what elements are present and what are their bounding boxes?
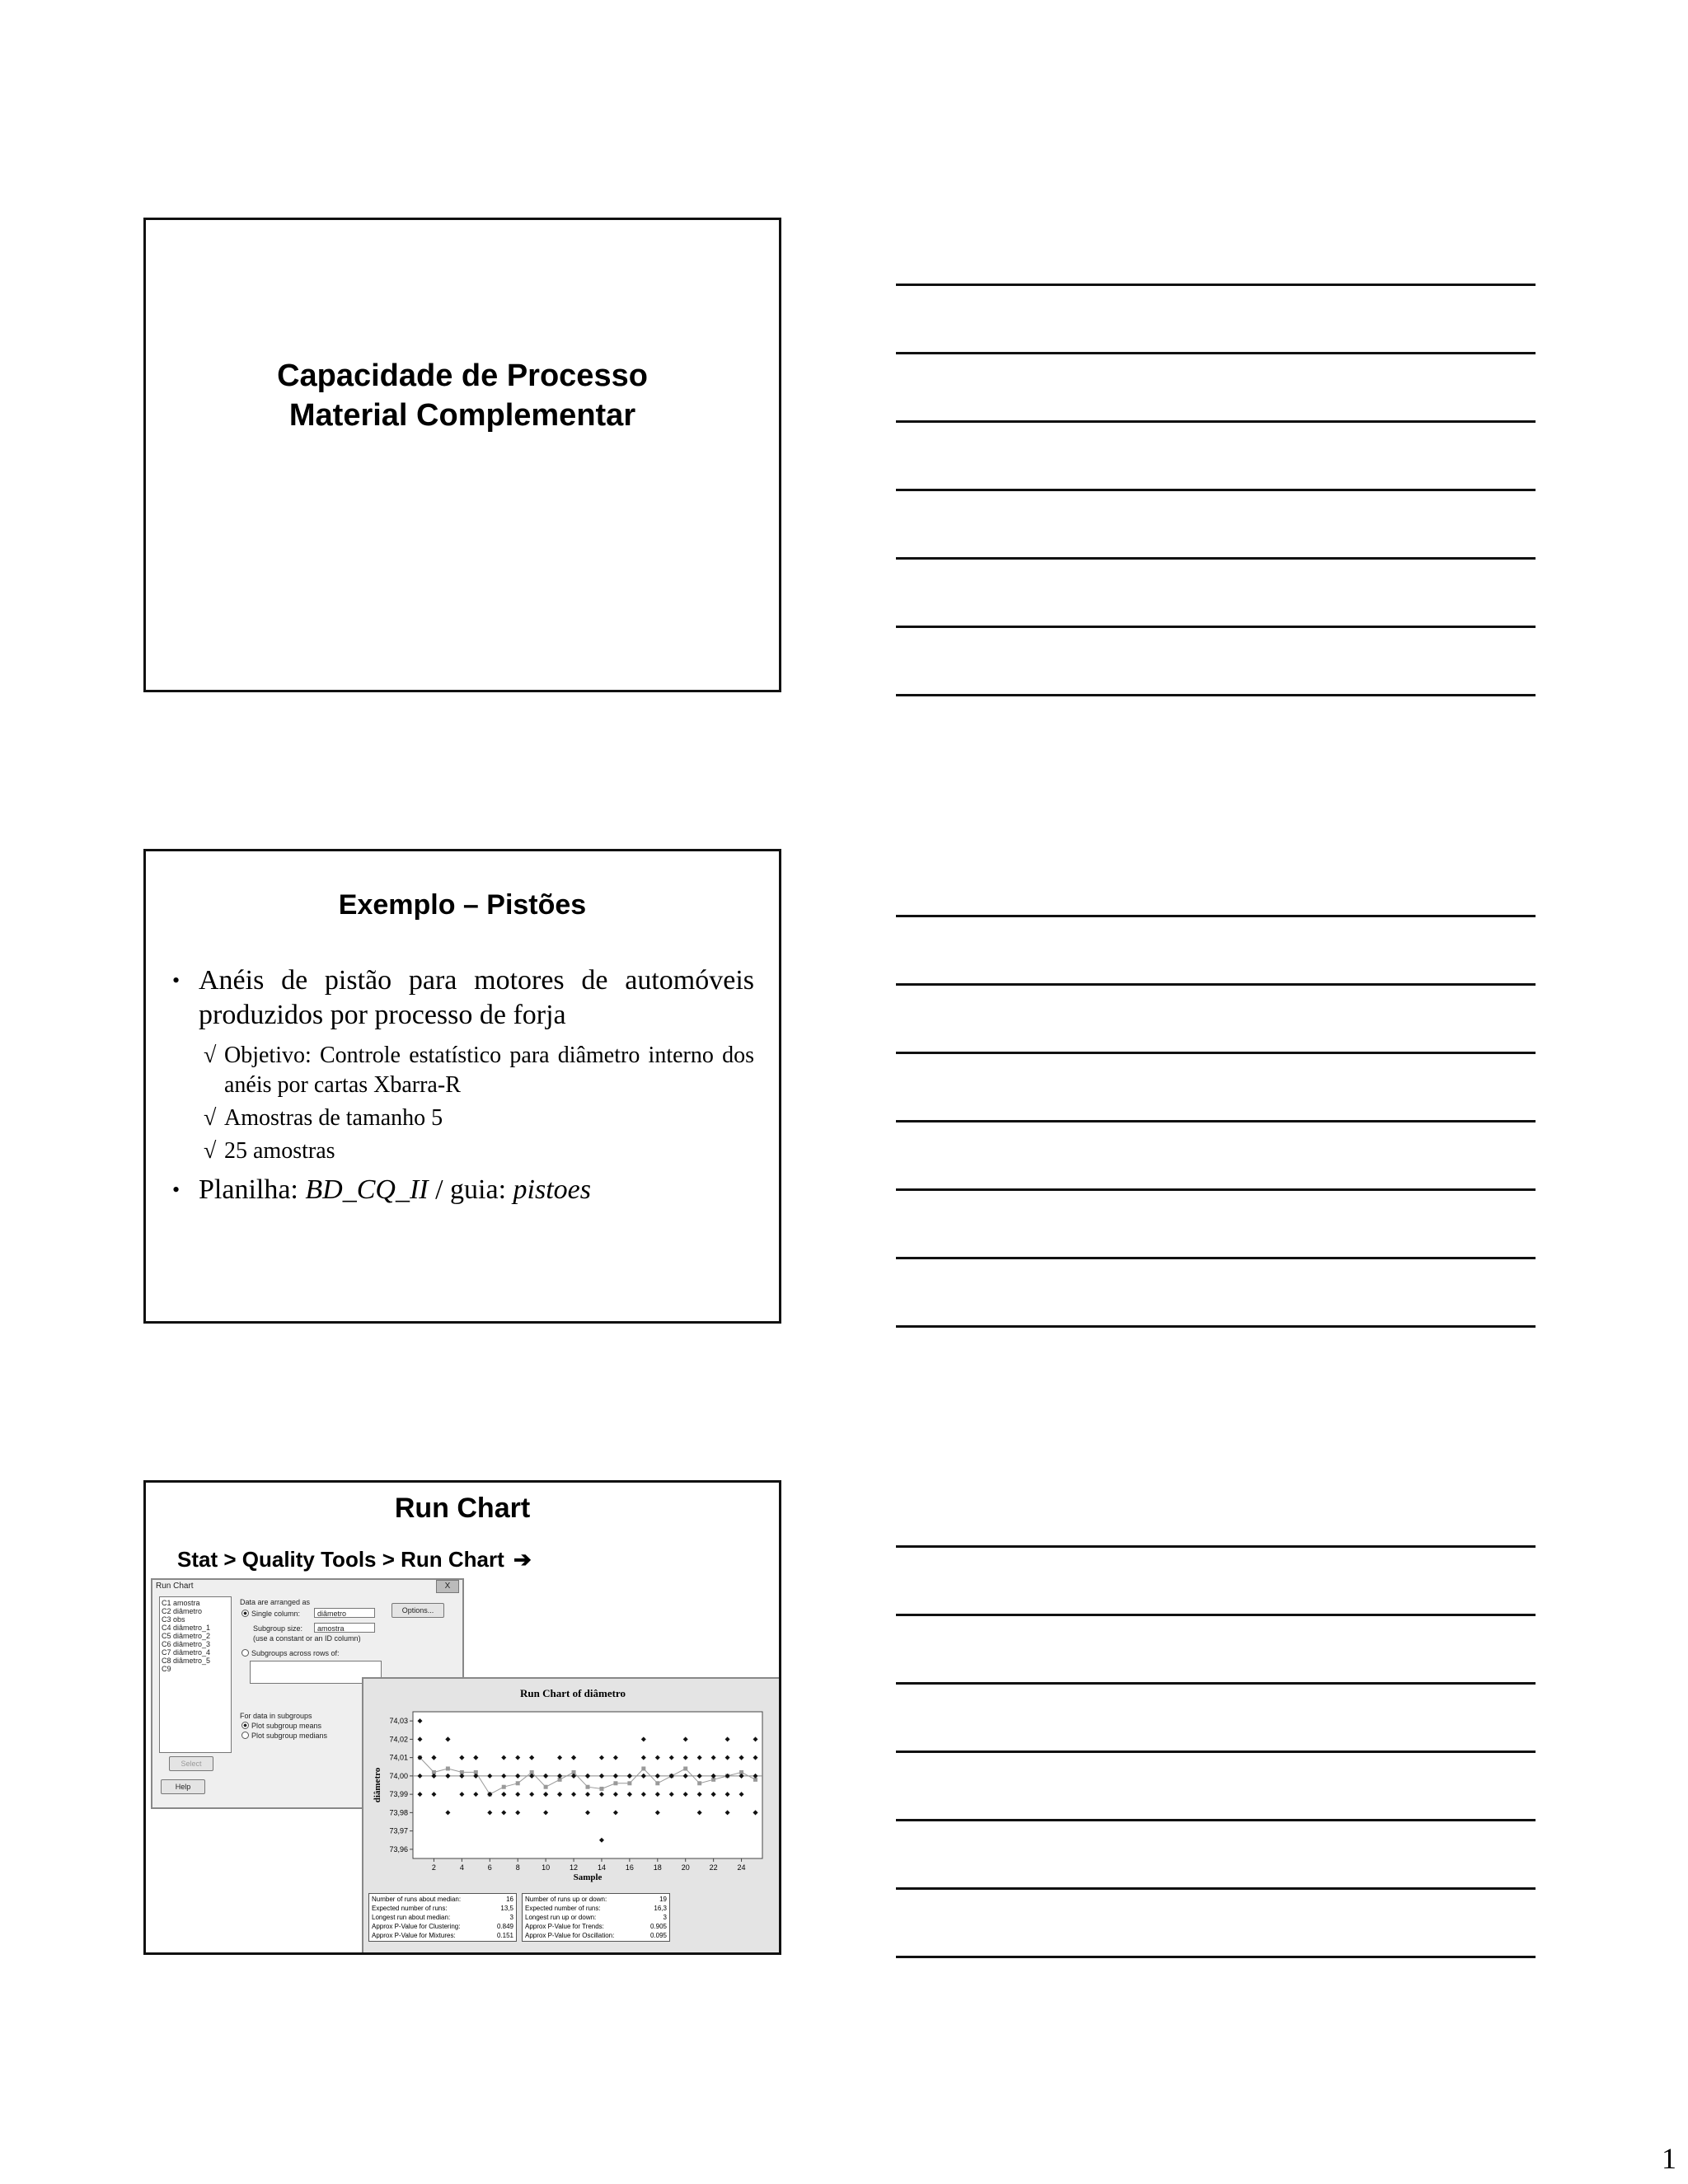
note-line xyxy=(896,352,1536,354)
stat-label: Approx P-Value for Oscillation: xyxy=(525,1932,615,1939)
y-tick-label: 74,01 xyxy=(389,1753,408,1762)
check-mark-icon: √ xyxy=(204,1105,217,1131)
stats-runs-about-median xyxy=(368,1893,517,1942)
mean-point xyxy=(627,1781,631,1785)
stat-label: Number of runs about median: xyxy=(372,1896,462,1903)
x-tick-label: 20 xyxy=(681,1863,690,1872)
stat-row xyxy=(372,1931,513,1940)
note-line xyxy=(896,1750,1536,1753)
close-button[interactable]: X xyxy=(436,1580,459,1593)
x-tick-label: 12 xyxy=(570,1863,579,1872)
y-tick-label: 73,98 xyxy=(389,1808,408,1817)
stat-value: 0.905 xyxy=(649,1923,667,1930)
mean-point xyxy=(683,1766,687,1770)
x-tick-label: 24 xyxy=(737,1863,746,1872)
single-column-input[interactable]: diâmetro xyxy=(314,1608,375,1618)
slide-2 xyxy=(143,849,781,1324)
note-line xyxy=(896,1682,1536,1685)
arrow-right-icon: ➔ xyxy=(513,1547,532,1572)
stat-row xyxy=(525,1895,667,1904)
note-line xyxy=(896,1956,1536,1958)
plot-means-label: Plot subgroup means xyxy=(251,1722,322,1730)
x-tick-label: 16 xyxy=(625,1863,634,1872)
sub-bullet-3 xyxy=(171,1137,754,1166)
note-line xyxy=(896,983,1536,986)
column-item[interactable]: C5 diâmetro_2 xyxy=(162,1632,211,1640)
chart-title: Run Chart of diâmetro xyxy=(520,1687,626,1699)
select-button[interactable]: Select xyxy=(169,1756,213,1771)
stat-row xyxy=(372,1913,513,1922)
y-tick-label: 74,02 xyxy=(389,1735,408,1744)
mean-point xyxy=(516,1781,520,1785)
menu-path-text: Stat > Quality Tools > Run Chart xyxy=(177,1547,504,1572)
x-tick-label: 10 xyxy=(542,1863,551,1872)
radio-unselected-icon xyxy=(241,1649,249,1657)
single-column-label: Single column: xyxy=(251,1610,301,1618)
mean-point xyxy=(586,1785,590,1789)
title-line-1: Capacidade de Processo xyxy=(277,359,648,393)
stat-label: Approx P-Value for Trends: xyxy=(525,1923,604,1930)
stat-row xyxy=(525,1913,667,1922)
run-chart-window xyxy=(362,1677,781,1955)
slide-1 xyxy=(143,218,781,692)
arranged-label: Data are arranged as xyxy=(240,1598,311,1606)
y-axis-label: diâmetro xyxy=(373,1767,382,1803)
column-item[interactable]: C8 diâmetro_5 xyxy=(162,1657,211,1665)
mean-point xyxy=(697,1781,701,1785)
stat-value: 16,3 xyxy=(654,1905,667,1912)
bullet-1: • Anéis de pistão para motores de automóveis produzidos por processo de forja xyxy=(171,963,754,1033)
note-line xyxy=(896,1120,1536,1122)
check-mark-icon: √ xyxy=(204,1043,217,1068)
column-item[interactable]: C7 diâmetro_4 xyxy=(162,1648,211,1657)
note-line xyxy=(896,420,1536,423)
stat-label: Number of runs up or down: xyxy=(525,1896,607,1903)
note-line xyxy=(896,284,1536,286)
x-tick-label: 8 xyxy=(515,1863,520,1872)
stat-value: 16 xyxy=(506,1896,513,1903)
subgroup-hint: (use a constant or an ID column) xyxy=(253,1634,361,1643)
column-item[interactable]: C4 diâmetro_1 xyxy=(162,1624,211,1632)
sub-bullet-1 xyxy=(171,1041,754,1100)
column-list[interactable] xyxy=(159,1596,232,1753)
x-tick-label: 6 xyxy=(487,1863,492,1872)
stat-label: Longest run up or down: xyxy=(525,1914,597,1921)
bullet-2-prefix: Planilha: xyxy=(199,1174,306,1205)
note-line xyxy=(896,1887,1536,1890)
slide-2-title: Exemplo – Pistões xyxy=(338,889,587,921)
mean-point xyxy=(613,1781,617,1785)
note-line xyxy=(896,626,1536,628)
bullet-2-mid: / guia: xyxy=(428,1174,513,1205)
slide-3-title: Run Chart xyxy=(394,1493,531,1524)
menu-path xyxy=(177,1547,532,1572)
subgroups-across-radio[interactable] xyxy=(241,1649,340,1657)
sub-bullet-2 xyxy=(171,1104,754,1133)
stat-row xyxy=(525,1922,667,1931)
subgroup-size-label: Subgroup size: xyxy=(253,1624,303,1633)
x-axis-label: Sample xyxy=(573,1872,603,1882)
slide-1-title xyxy=(146,356,779,435)
check-mark-icon: √ xyxy=(204,1138,217,1164)
sub-bullet-3-text: 25 amostras xyxy=(224,1138,335,1164)
note-line xyxy=(896,1819,1536,1821)
stat-label: Expected number of runs: xyxy=(525,1905,601,1912)
stat-value: 0.095 xyxy=(649,1932,667,1939)
stat-row xyxy=(372,1922,513,1931)
bullet-2 xyxy=(171,1173,754,1207)
stat-value: 13,5 xyxy=(500,1905,513,1912)
mean-point xyxy=(655,1781,659,1785)
stat-row xyxy=(525,1904,667,1913)
y-tick-label: 73,97 xyxy=(389,1826,408,1835)
plot-medians-label: Plot subgroup medians xyxy=(251,1732,328,1740)
mean-point xyxy=(599,1787,603,1791)
subgroup-size-input[interactable]: amostra xyxy=(314,1623,375,1633)
note-line xyxy=(896,489,1536,491)
note-line xyxy=(896,915,1536,917)
note-line xyxy=(896,1257,1536,1259)
mean-point xyxy=(544,1785,548,1789)
subgroups-across-label: Subgroups across rows of: xyxy=(251,1649,340,1657)
radio-unselected-icon xyxy=(241,1732,249,1739)
stat-value: 19 xyxy=(659,1896,667,1903)
radio-selected-icon xyxy=(241,1610,249,1617)
sub-bullet-1-text: Objetivo: Controle estatístico para diâmetro interno dos anéis por cartas Xbarra-R xyxy=(224,1043,754,1098)
stats-runs-up-down xyxy=(522,1893,670,1942)
x-tick-label: 22 xyxy=(709,1863,718,1872)
note-line xyxy=(896,694,1536,696)
mean-point xyxy=(502,1785,506,1789)
for-data-label: For data in subgroups xyxy=(240,1712,312,1720)
note-line xyxy=(896,1188,1536,1191)
stat-row xyxy=(372,1904,513,1913)
help-button[interactable]: Help xyxy=(161,1779,205,1794)
column-item[interactable]: C2 diâmetro xyxy=(162,1607,203,1615)
stat-row xyxy=(372,1895,513,1904)
x-tick-label: 4 xyxy=(459,1863,464,1872)
y-tick-label: 74,03 xyxy=(389,1717,408,1726)
sub-bullet-2-text: Amostras de tamanho 5 xyxy=(224,1105,443,1131)
stat-label: Approx P-Value for Mixtures: xyxy=(372,1932,456,1939)
y-tick-label: 74,00 xyxy=(389,1771,408,1780)
y-tick-label: 73,96 xyxy=(389,1844,408,1854)
stat-label: Longest run about median: xyxy=(372,1914,451,1921)
column-item[interactable]: C9 xyxy=(162,1665,171,1673)
stat-value: 3 xyxy=(509,1914,513,1921)
page-number: 1 xyxy=(1662,2142,1676,2175)
bullet-list xyxy=(171,963,754,1207)
sheet-name: pistoes xyxy=(513,1174,591,1205)
note-line xyxy=(896,1545,1536,1548)
slide-3 xyxy=(143,1480,781,1955)
stat-value: 3 xyxy=(663,1914,667,1921)
stat-value: 0.151 xyxy=(496,1932,513,1939)
x-tick-label: 18 xyxy=(653,1863,662,1872)
options-button[interactable]: Options... xyxy=(392,1603,444,1618)
single-column-radio[interactable] xyxy=(241,1610,300,1618)
plot-means-radio[interactable] xyxy=(241,1722,321,1730)
title-line-2: Material Complementar xyxy=(288,398,636,433)
plot-medians-radio[interactable] xyxy=(241,1732,327,1740)
x-tick-label: 2 xyxy=(431,1863,436,1872)
note-line xyxy=(896,1614,1536,1616)
radio-selected-icon xyxy=(241,1722,249,1729)
note-line xyxy=(896,557,1536,560)
stat-row xyxy=(525,1931,667,1940)
stat-label: Approx P-Value for Clustering: xyxy=(372,1923,461,1930)
mean-point xyxy=(641,1766,645,1770)
mean-point xyxy=(446,1766,450,1770)
stat-label: Expected number of runs: xyxy=(372,1905,448,1912)
note-line xyxy=(896,1325,1536,1328)
dialog-title: Run Chart xyxy=(156,1582,194,1591)
column-item[interactable]: C1 amostra xyxy=(162,1599,200,1607)
stat-value: 0.849 xyxy=(496,1923,513,1930)
spreadsheet-name: BD_CQ_II xyxy=(305,1174,429,1205)
note-line xyxy=(896,1052,1536,1054)
column-item[interactable]: C6 diâmetro_3 xyxy=(162,1640,211,1648)
y-tick-label: 73,99 xyxy=(389,1790,408,1799)
x-tick-label: 14 xyxy=(597,1863,606,1872)
column-item[interactable]: C3 obs xyxy=(162,1615,185,1624)
